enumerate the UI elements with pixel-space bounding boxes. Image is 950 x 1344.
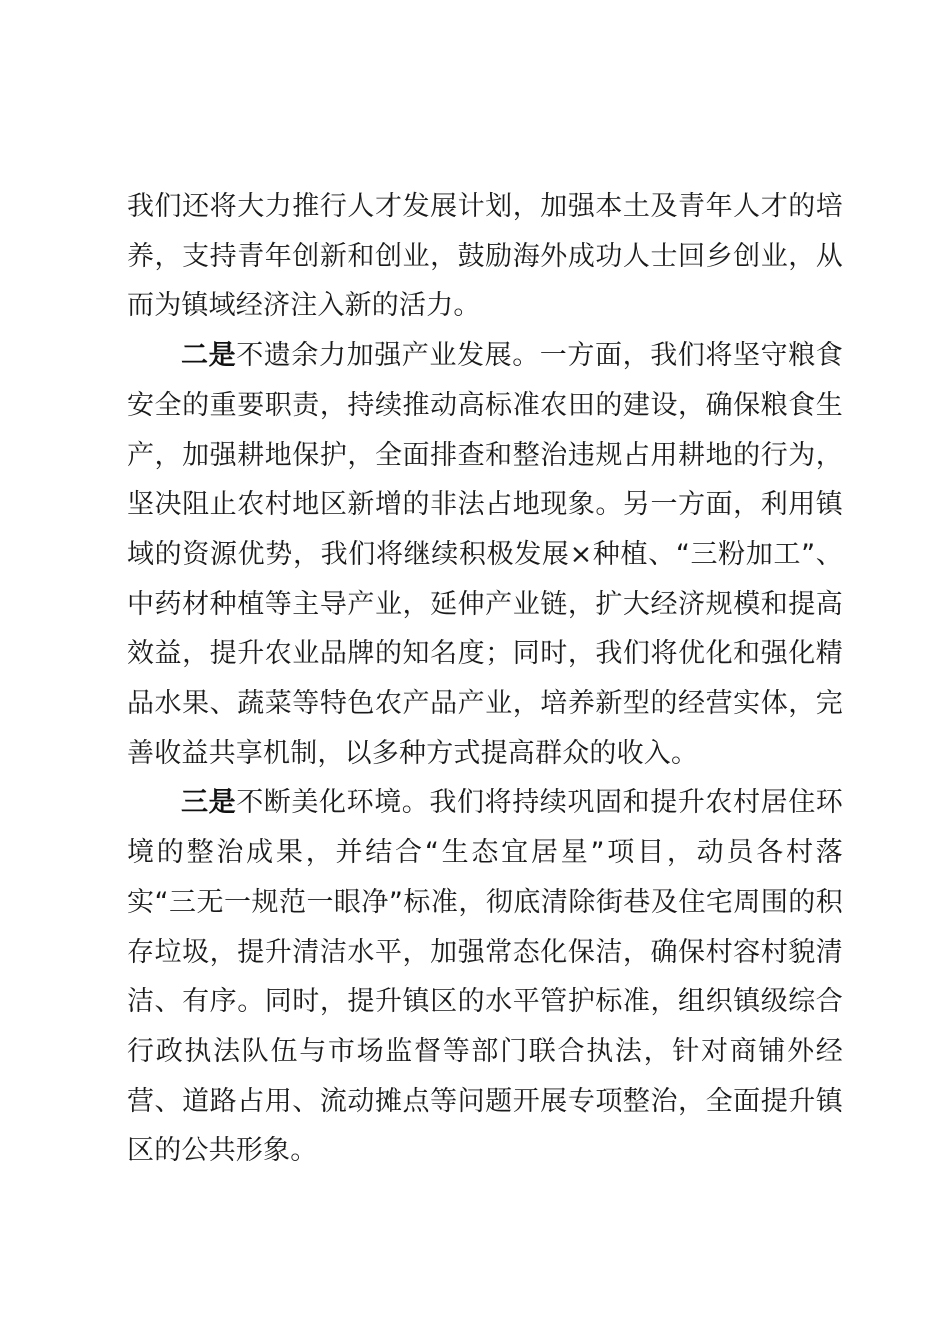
paragraph-talent-plan	[127, 182, 843, 331]
paragraph-lead: 三是	[181, 787, 237, 819]
paragraph-text: 我们还将大力推行人才发展计划，加强本土及青年人才的培养，支持青年创新和创业，鼓励海外成功人士回乡创业，从而为镇域经济注入新的活力。	[127, 191, 843, 322]
paragraph-environment	[127, 778, 843, 1176]
paragraph-industry-development	[127, 331, 843, 778]
paragraph-text: 不遗余力加强产业发展。一方面，我们将坚守粮食安全的重要职责，持续推动高标准农田的建设，确保粮食生产，加强耕地保护，全面排查和整治违规占用耕地的行为，坚决阻止农村地区新增的非法占地现象。另一方面，利用镇域的资源优势，我们将继续积极发展×种植、“三粉加工”、中药材种植等主导产业，延伸产业链，扩大经济规模和提高效益，提升农业品牌的知名度；同时，我们将优化和强化精品水果、蔬菜等特色农产品产业，培养新型的经营实体，完善收益共享机制，以多种方式提高群众的收入。	[127, 340, 843, 769]
paragraph-lead: 二是	[181, 340, 237, 372]
paragraph-text: 不断美化环境。我们将持续巩固和提升农村居住环境的整治成果，并结合“生态宜居星”项目，动员各村落实“三无一规范一眼净”标准，彻底清除街巷及住宅周围的积存垃圾，提升清洁水平，加强常态化保洁，确保村容村貌清洁、有序。同时，提升镇区的水平管护标准，组织镇级综合行政执法队伍与市场监督等部门联合执法，针对商铺外经营、道路占用、流动摊点等问题开展专项整治，全面提升镇区的公共形象。	[127, 787, 843, 1167]
document-body	[127, 182, 843, 1176]
